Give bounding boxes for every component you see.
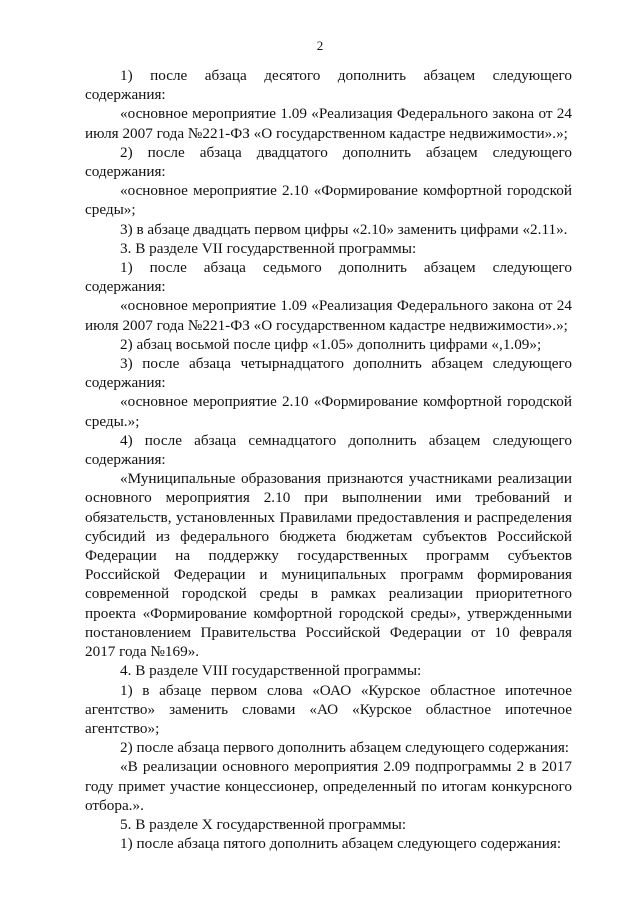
document-body [85,66,572,853]
paragraph: 1) после абзаца десятого дополнить абзацем следующего содержания: [85,67,572,104]
paragraph: «основное мероприятие 2.10 «Формирование комфортной городской среды.»; [85,393,572,430]
paragraph: «основное мероприятие 1.09 «Реализация Федерального закона от 24 июля 2007 года №221-ФЗ «О государственном кадастре недвижимости».»; [85,105,572,142]
paragraph: 4) после абзаца семнадцатого дополнить абзацем следующего содержания: [85,431,572,469]
paragraph: «основное мероприятие 2.10 «Формирование комфортной городской среды»; [85,182,572,219]
paragraph: 2) после абзаца двадцатого дополнить абзацем следующего содержания: [85,143,572,181]
paragraph: 3) после абзаца четырнадцатого дополнить абзацем следующего содержания: [85,355,572,392]
paragraph: 2) после абзаца первого дополнить абзацем следующего содержания: [120,739,570,757]
page-number: 2 [316,38,324,53]
paragraph: 2) абзац восьмой после цифр «1.05» дополнить цифрами «,1.09»; [120,335,542,353]
paragraph: «В реализации основного мероприятия 2.09 подпрограммы 2 в 2017 году примет участие концессионер, определенный по итогам конкурсного отбора.». [85,758,572,814]
paragraph: 1) после абзаца седьмого дополнить абзацем следующего содержания: [85,259,572,296]
paragraph: 1) в абзаце первом слова «ОАО «Курское областное ипотечное агентство» заменить словами «АО «Курское областное ипотечное агентство»; [85,681,572,737]
section-heading: 3. В разделе VII государственной программы: [120,239,417,257]
paragraph: 3) в абзаце двадцать первом цифры «2.10» заменить цифрами «2.11». [120,220,568,238]
section-heading: 5. В разделе X государственной программы: [120,815,407,833]
paragraph: «основное мероприятие 1.09 «Реализация Федерального закона от 24 июля 2007 года №221-ФЗ «О государственном кадастре недвижимости».»; [85,297,572,334]
paragraph: «Муниципальные образования признаются участниками реализации основного мероприятия 2.10 при выполнении ими требований и обязательств, установленных Правилами предоставления и распределения субсидий из федерального бюджета бюджетам субъектов Российской Федерации на поддержку государственных программ субъектов Российской Федерации и муниципальных программ формирования современной городской среды в рамках реализации приоритетного проекта «Формирование комфортной городской среды», утвержденными постановлением Правительства Российской Федерации от 10 февраля 2017 года №169». [85,470,572,661]
section-heading: 4. В разделе VIII государственной программы: [120,662,422,680]
paragraph: 1) после абзаца пятого дополнить абзацем следующего содержания: [120,835,562,853]
